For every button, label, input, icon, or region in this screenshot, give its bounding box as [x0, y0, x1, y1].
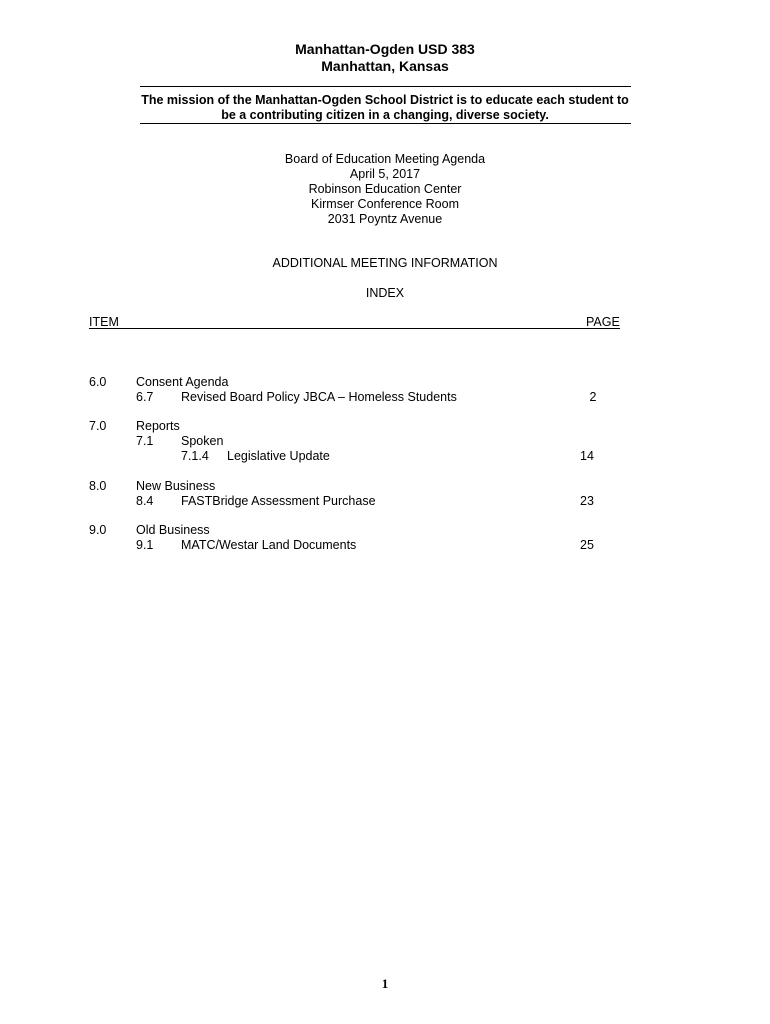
org-name: Manhattan-Ogden USD 383: [295, 41, 475, 57]
meeting-date: April 5, 2017: [349, 167, 421, 181]
mission-bottom-rule: [140, 123, 631, 124]
item-number: 6.7: [136, 390, 154, 404]
item-title: MATC/Westar Land Documents: [181, 538, 357, 552]
subitem-number: 7.1.4: [181, 449, 209, 463]
item-title: FASTBridge Assessment Purchase: [181, 494, 376, 508]
item-page: 2: [589, 390, 597, 404]
additional-info-heading: ADDITIONAL MEETING INFORMATION: [272, 256, 498, 270]
item-number: 8.4: [136, 494, 154, 508]
mission-top-rule: [140, 86, 631, 87]
page-number: 1: [381, 976, 389, 991]
section-title: Old Business: [136, 523, 210, 537]
meeting-title: Board of Education Meeting Agenda: [284, 152, 486, 166]
item-number: 7.1: [136, 434, 154, 448]
item-column-header: ITEM: [89, 315, 119, 329]
item-number: 9.1: [136, 538, 154, 552]
section-title: New Business: [136, 479, 216, 493]
mission-line-2: be a contributing citizen in a changing, diverse society.: [221, 108, 549, 122]
section-title: Reports: [136, 419, 180, 433]
mission-line-1: The mission of the Manhattan-Ogden School District is to educate each student to: [141, 93, 629, 107]
item-title: Spoken: [181, 434, 224, 448]
item-page: 23: [580, 494, 594, 508]
header-rule: [89, 328, 620, 329]
subitem-page: 14: [580, 449, 594, 463]
subitem-title: Legislative Update: [227, 449, 330, 463]
meeting-address: 2031 Poyntz Avenue: [327, 212, 443, 226]
meeting-room: Kirmser Conference Room: [311, 197, 459, 211]
meeting-venue: Robinson Education Center: [308, 182, 462, 196]
index-heading: INDEX: [365, 286, 405, 300]
section-number: 7.0: [89, 419, 107, 433]
org-location: Manhattan, Kansas: [321, 58, 449, 74]
item-title: Revised Board Policy JBCA – Homeless Students: [181, 390, 457, 404]
page-column-header: PAGE: [586, 315, 620, 329]
section-title: Consent Agenda: [136, 375, 229, 389]
section-number: 9.0: [89, 523, 107, 537]
section-number: 6.0: [89, 375, 107, 389]
section-number: 8.0: [89, 479, 107, 493]
item-page: 25: [580, 538, 594, 552]
